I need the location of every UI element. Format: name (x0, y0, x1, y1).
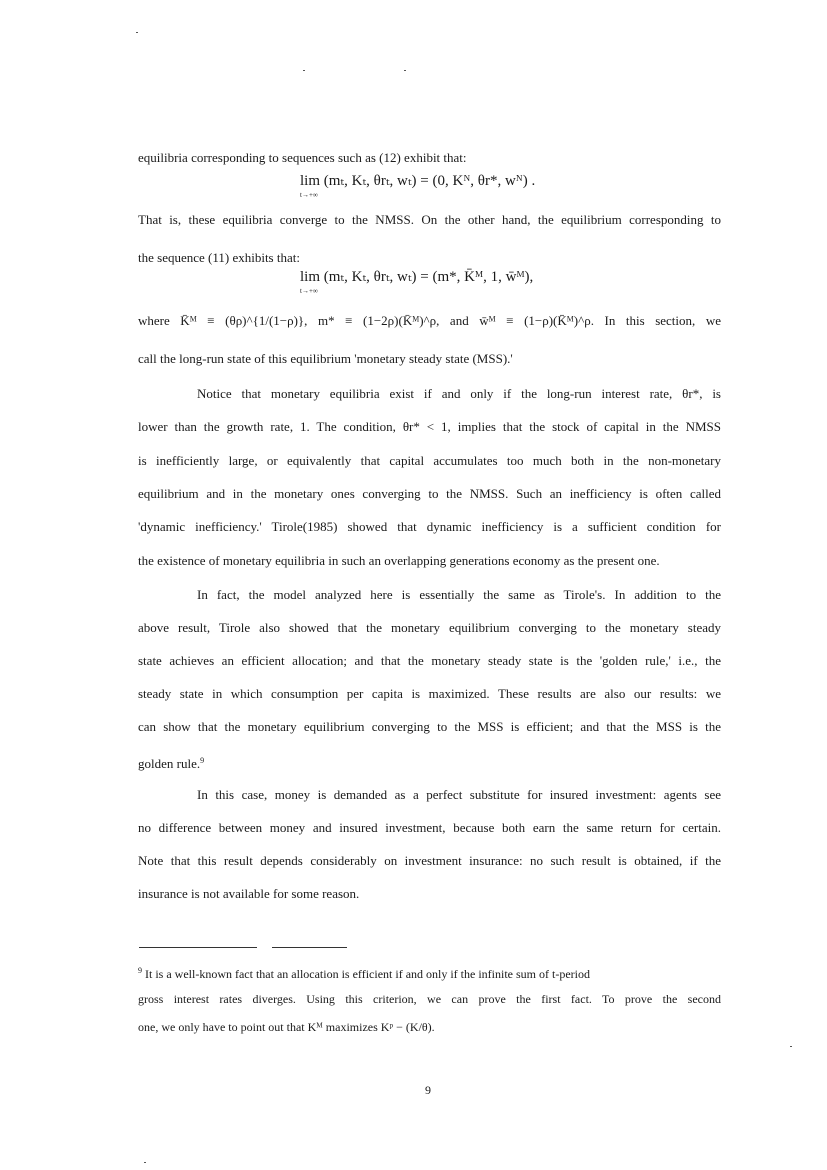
scan-speck (303, 70, 305, 71)
footnote-rule (139, 947, 257, 948)
footnote-text: It is a well-known fact that an allocation is efficient if and only if the infinite sum of t-period (145, 967, 590, 981)
footnote-line: gross interest rates diverges. Using this criterion, we can prove the first fact. To prove the second (138, 992, 721, 1006)
body-line: state achieves an efficient allocation; and that the monetary steady state is the 'golden rule,' i.e., the (138, 653, 721, 668)
body-line: the sequence (11) exhibits that: (138, 250, 300, 265)
scan-speck (136, 32, 138, 33)
body-line: no difference between money and insured investment, because both earn the same return for certain. (138, 820, 721, 835)
body-line: insurance is not available for some reason. (138, 886, 360, 901)
body-line: is inefficiently large, or equivalently that capital accumulates too much both in the non-monetary (138, 453, 721, 468)
body-line: call the long-run state of this equilibrium 'monetary steady state (MSS).' (138, 351, 513, 366)
paragraph-start: Notice that monetary equilibria exist if and only if the long-run interest rate, θr*, is (197, 386, 721, 401)
body-line: equilibrium and in the monetary ones converging to the NMSS. Such an inefficiency is often called (138, 486, 721, 501)
body-line: Note that this result depends considerably on investment insurance: no such result is obtained, if the (138, 853, 721, 868)
body-line (138, 753, 721, 772)
footnote-line: one, we only have to point out that Kᴹ maximizes Kᵖ − (K/θ). (138, 1020, 435, 1034)
footnote-line (138, 963, 721, 982)
body-line: steady state in which consumption per capita is maximized. These results are also our results: we (138, 686, 721, 701)
page-number: 9 (425, 1083, 431, 1097)
body-line: the existence of monetary equilibria in such an overlapping generations economy as the present one. (138, 553, 660, 568)
paragraph-start: In this case, money is demanded as a perfect substitute for insured investment: agents see (197, 787, 721, 802)
body-line: 'dynamic inefficiency.' Tirole(1985) showed that dynamic inefficiency is a sufficient condition for (138, 519, 721, 534)
body-line: above result, Tirole also showed that the monetary equilibrium converging to the monetary steady (138, 620, 721, 635)
limit-subscript: t→+∞ (300, 287, 318, 295)
scan-speck (790, 1046, 792, 1047)
limit-equation-nmss: lim (mₜ, Kₜ, θrₜ, wₜ) = (0, Kᴺ, θr*, wᴺ) . (300, 173, 536, 189)
scan-speck (404, 70, 406, 71)
body-line: That is, these equilibria converge to the NMSS. On the other hand, the equilibrium corresponding to (138, 212, 721, 227)
body-line: lower than the growth rate, 1. The condition, θr* < 1, implies that the stock of capital in the NMSS (138, 419, 721, 434)
footnote-reference: 9 (200, 756, 205, 765)
limit-equation-mss: lim (mₜ, Kₜ, θrₜ, wₜ) = (m*, K̄ᴹ, 1, w̄ᴹ), (300, 269, 534, 285)
body-text: golden rule. (138, 756, 201, 771)
paragraph-start: In fact, the model analyzed here is essentially the same as Tirole's. In addition to the (197, 587, 721, 602)
body-line-definitions: where K̄ᴹ ≡ (θρ)^{1/(1−ρ)}, m* ≡ (1−2ρ)(K̄ᴹ)^ρ, and w̄ᴹ ≡ (1−ρ)(K̄ᴹ)^ρ. In this section, we (138, 313, 721, 328)
limit-subscript: t→+∞ (300, 191, 318, 199)
body-line: can show that the monetary equilibrium converging to the MSS is efficient; and that the MSS is the (138, 719, 721, 734)
footnote-rule (272, 947, 347, 948)
scan-speck (144, 1162, 146, 1163)
footnote-mark: 9 (138, 966, 142, 975)
body-line: equilibria corresponding to sequences such as (12) exhibit that: (138, 150, 467, 165)
